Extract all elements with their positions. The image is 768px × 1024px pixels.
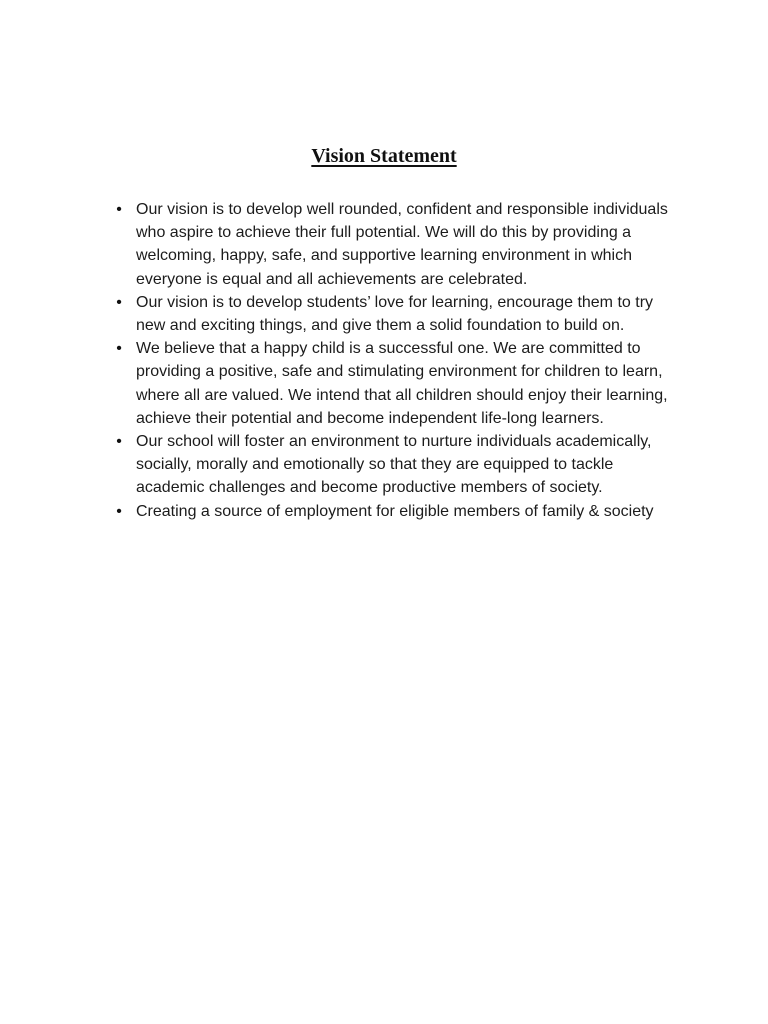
list-item-text: Our school will foster an environment to nurture individuals academically, socially, morally and emotionally so that they are equipped to tackle academic challenges and become productive members of society.	[136, 433, 652, 497]
page-title: Vision Statement	[311, 145, 457, 167]
list-item-text: We believe that a happy child is a successful one. We are committed to providing a positive, safe and stimulating environment for children to learn, where all are valued. We intend that all children should enjoy their learning, achieve their potential and become independent life-long learners.	[136, 340, 668, 427]
list-item	[116, 291, 684, 337]
bullet-icon: •	[116, 340, 122, 358]
list-item	[116, 337, 684, 430]
list-item-text: Creating a source of employment for eligible members of family & society	[136, 502, 654, 520]
list-item-text: Our vision is to develop students’ love for learning, encourage them to try new and exciting things, and give them a solid foundation to build on.	[136, 293, 654, 335]
bullet-icon: •	[116, 502, 122, 520]
bullet-icon: •	[116, 433, 122, 451]
bullet-icon: •	[116, 293, 122, 311]
vision-bullet-list	[116, 198, 684, 523]
list-item	[116, 500, 684, 523]
list-item	[116, 198, 684, 291]
bullet-icon: •	[116, 201, 122, 218]
list-item-text: Our vision is to develop well rounded, confident and responsible individuals who aspire to achieve their full potential. We will do this by providing a welcoming, happy, safe, and supportive learning environment in which everyone is equal and all achievements are celebrated.	[136, 201, 668, 288]
list-item	[116, 430, 684, 500]
